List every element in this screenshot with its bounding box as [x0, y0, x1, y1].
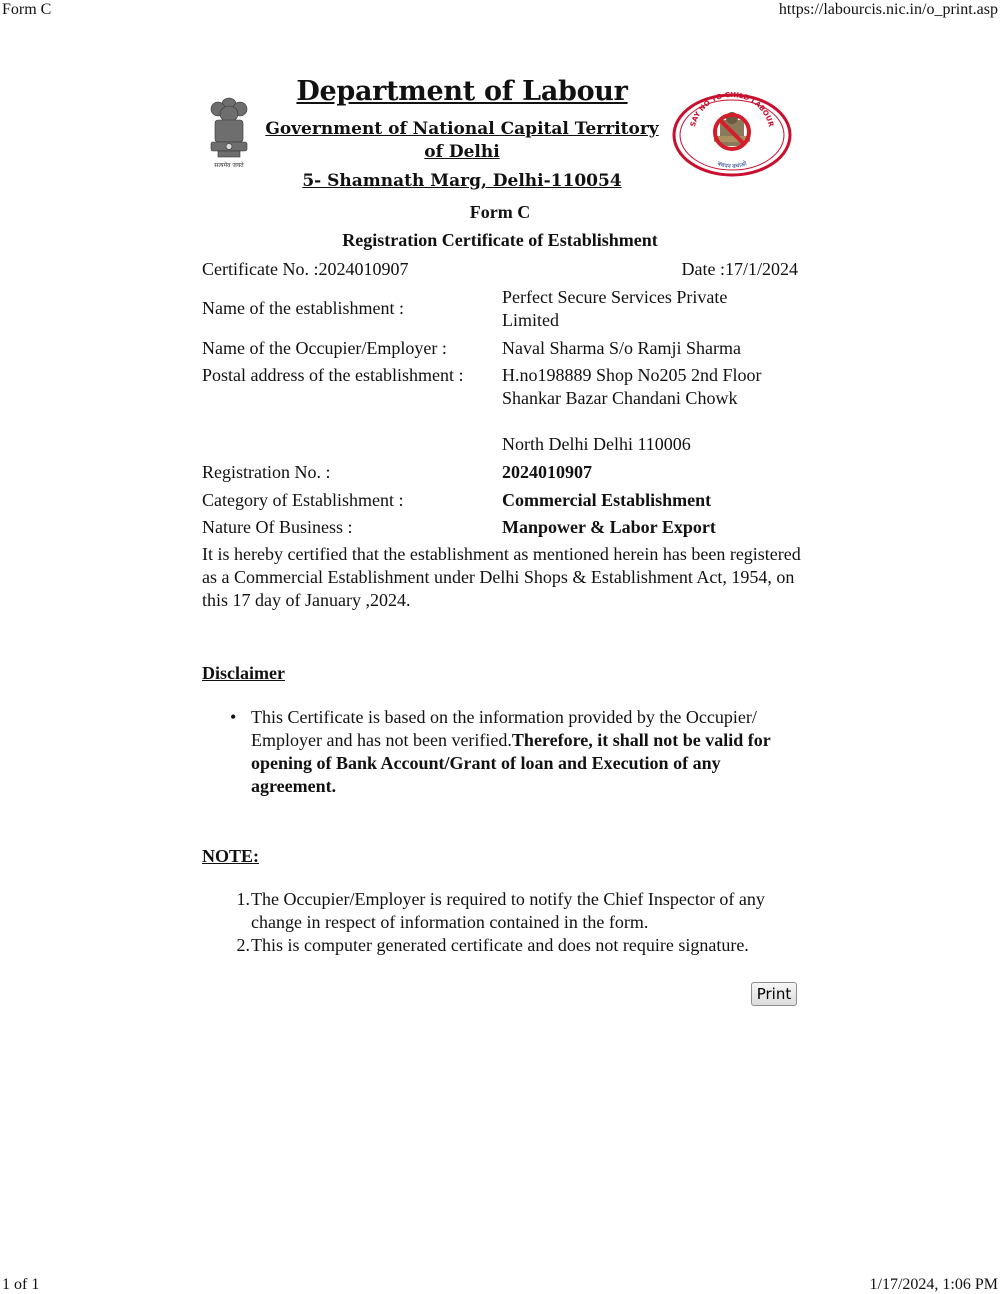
value-postal-address-line2: North Delhi Delhi 110006 — [502, 434, 691, 454]
seal-text-top: SAY NO TO CHILD LABOUR — [688, 92, 776, 128]
note-item-number: 1. — [236, 889, 250, 909]
note-item-number: 2. — [236, 935, 250, 955]
department-title: Department of Labour — [296, 76, 628, 107]
bullet-icon: • — [230, 707, 237, 727]
form-title: Form C — [469, 202, 531, 222]
value-establishment-name: Perfect Secure Services Private Limited — [502, 287, 728, 330]
disclaimer-warning: Therefore, it shall not be valid for opening of Bank Account/Grant of loan and Execution of any agreement. — [251, 730, 771, 796]
disclaimer-heading: Disclaimer — [202, 663, 285, 683]
value-postal-address: H.no198889 Shop No205 2nd Floor Shankar Bazar Chandani Chowk — [502, 365, 762, 408]
emblem-caption: सत्यमेव जयते — [214, 162, 244, 169]
value-nature-of-business: Manpower & Labor Export — [502, 517, 716, 537]
print-footer-timestamp: 1/17/2024, 1:06 PM — [869, 1276, 998, 1293]
certificate-number: Certificate No. :2024010907 — [202, 259, 409, 279]
seal-text-bottom: बचपन बचाओ — [716, 160, 748, 171]
government-name: Government of National Capital Territory of Delhi — [265, 119, 659, 162]
print-header-title: Form C — [2, 1, 52, 18]
note-list — [230, 888, 800, 958]
print-footer-page: 1 of 1 — [2, 1276, 40, 1293]
label-establishment-name: Name of the establishment : — [202, 298, 404, 318]
disclaimer-text: This Certificate is based on the information provided by the Occupier/ Employer and has not been verified. — [251, 707, 757, 750]
label-occupier: Name of the Occupier/Employer : — [202, 338, 447, 358]
value-occupier: Naval Sharma S/o Ramji Sharma — [502, 338, 741, 358]
certificate-title: Registration Certificate of Establishment — [342, 230, 658, 250]
label-category: Category of Establishment : — [202, 490, 404, 510]
label-postal-address: Postal address of the establishment : — [202, 365, 464, 385]
department-address: 5- Shamnath Marg, Delhi-110054 — [302, 171, 622, 191]
say-no-to-child-labour-seal — [670, 92, 794, 178]
disclaimer-item — [251, 706, 791, 798]
note-heading: NOTE: — [202, 846, 260, 866]
note-item-text: The Occupier/Employer is required to notify the Chief Inspector of any change in respect of information contained in the form. — [251, 889, 765, 932]
print-button[interactable]: Print — [751, 982, 797, 1006]
note-item-text: This is computer generated certificate and does not require signature. — [251, 935, 749, 955]
print-header-url: https://labourcis.nic.in/o_print.asp — [778, 1, 998, 18]
value-category: Commercial Establishment — [502, 490, 712, 510]
value-registration-no: 2024010907 — [502, 462, 592, 482]
national-emblem-icon — [206, 96, 252, 172]
certificate-date: Date :17/1/2024 — [681, 259, 798, 279]
certification-statement: It is hereby certified that the establishment as mentioned herein has been registered as a Commercial Establishment under Delhi Shops & Establishment Act, 1954, on this 17 day of January ,2024. — [202, 544, 801, 610]
label-nature-of-business: Nature Of Business : — [202, 517, 353, 537]
label-registration-no: Registration No. : — [202, 462, 331, 482]
